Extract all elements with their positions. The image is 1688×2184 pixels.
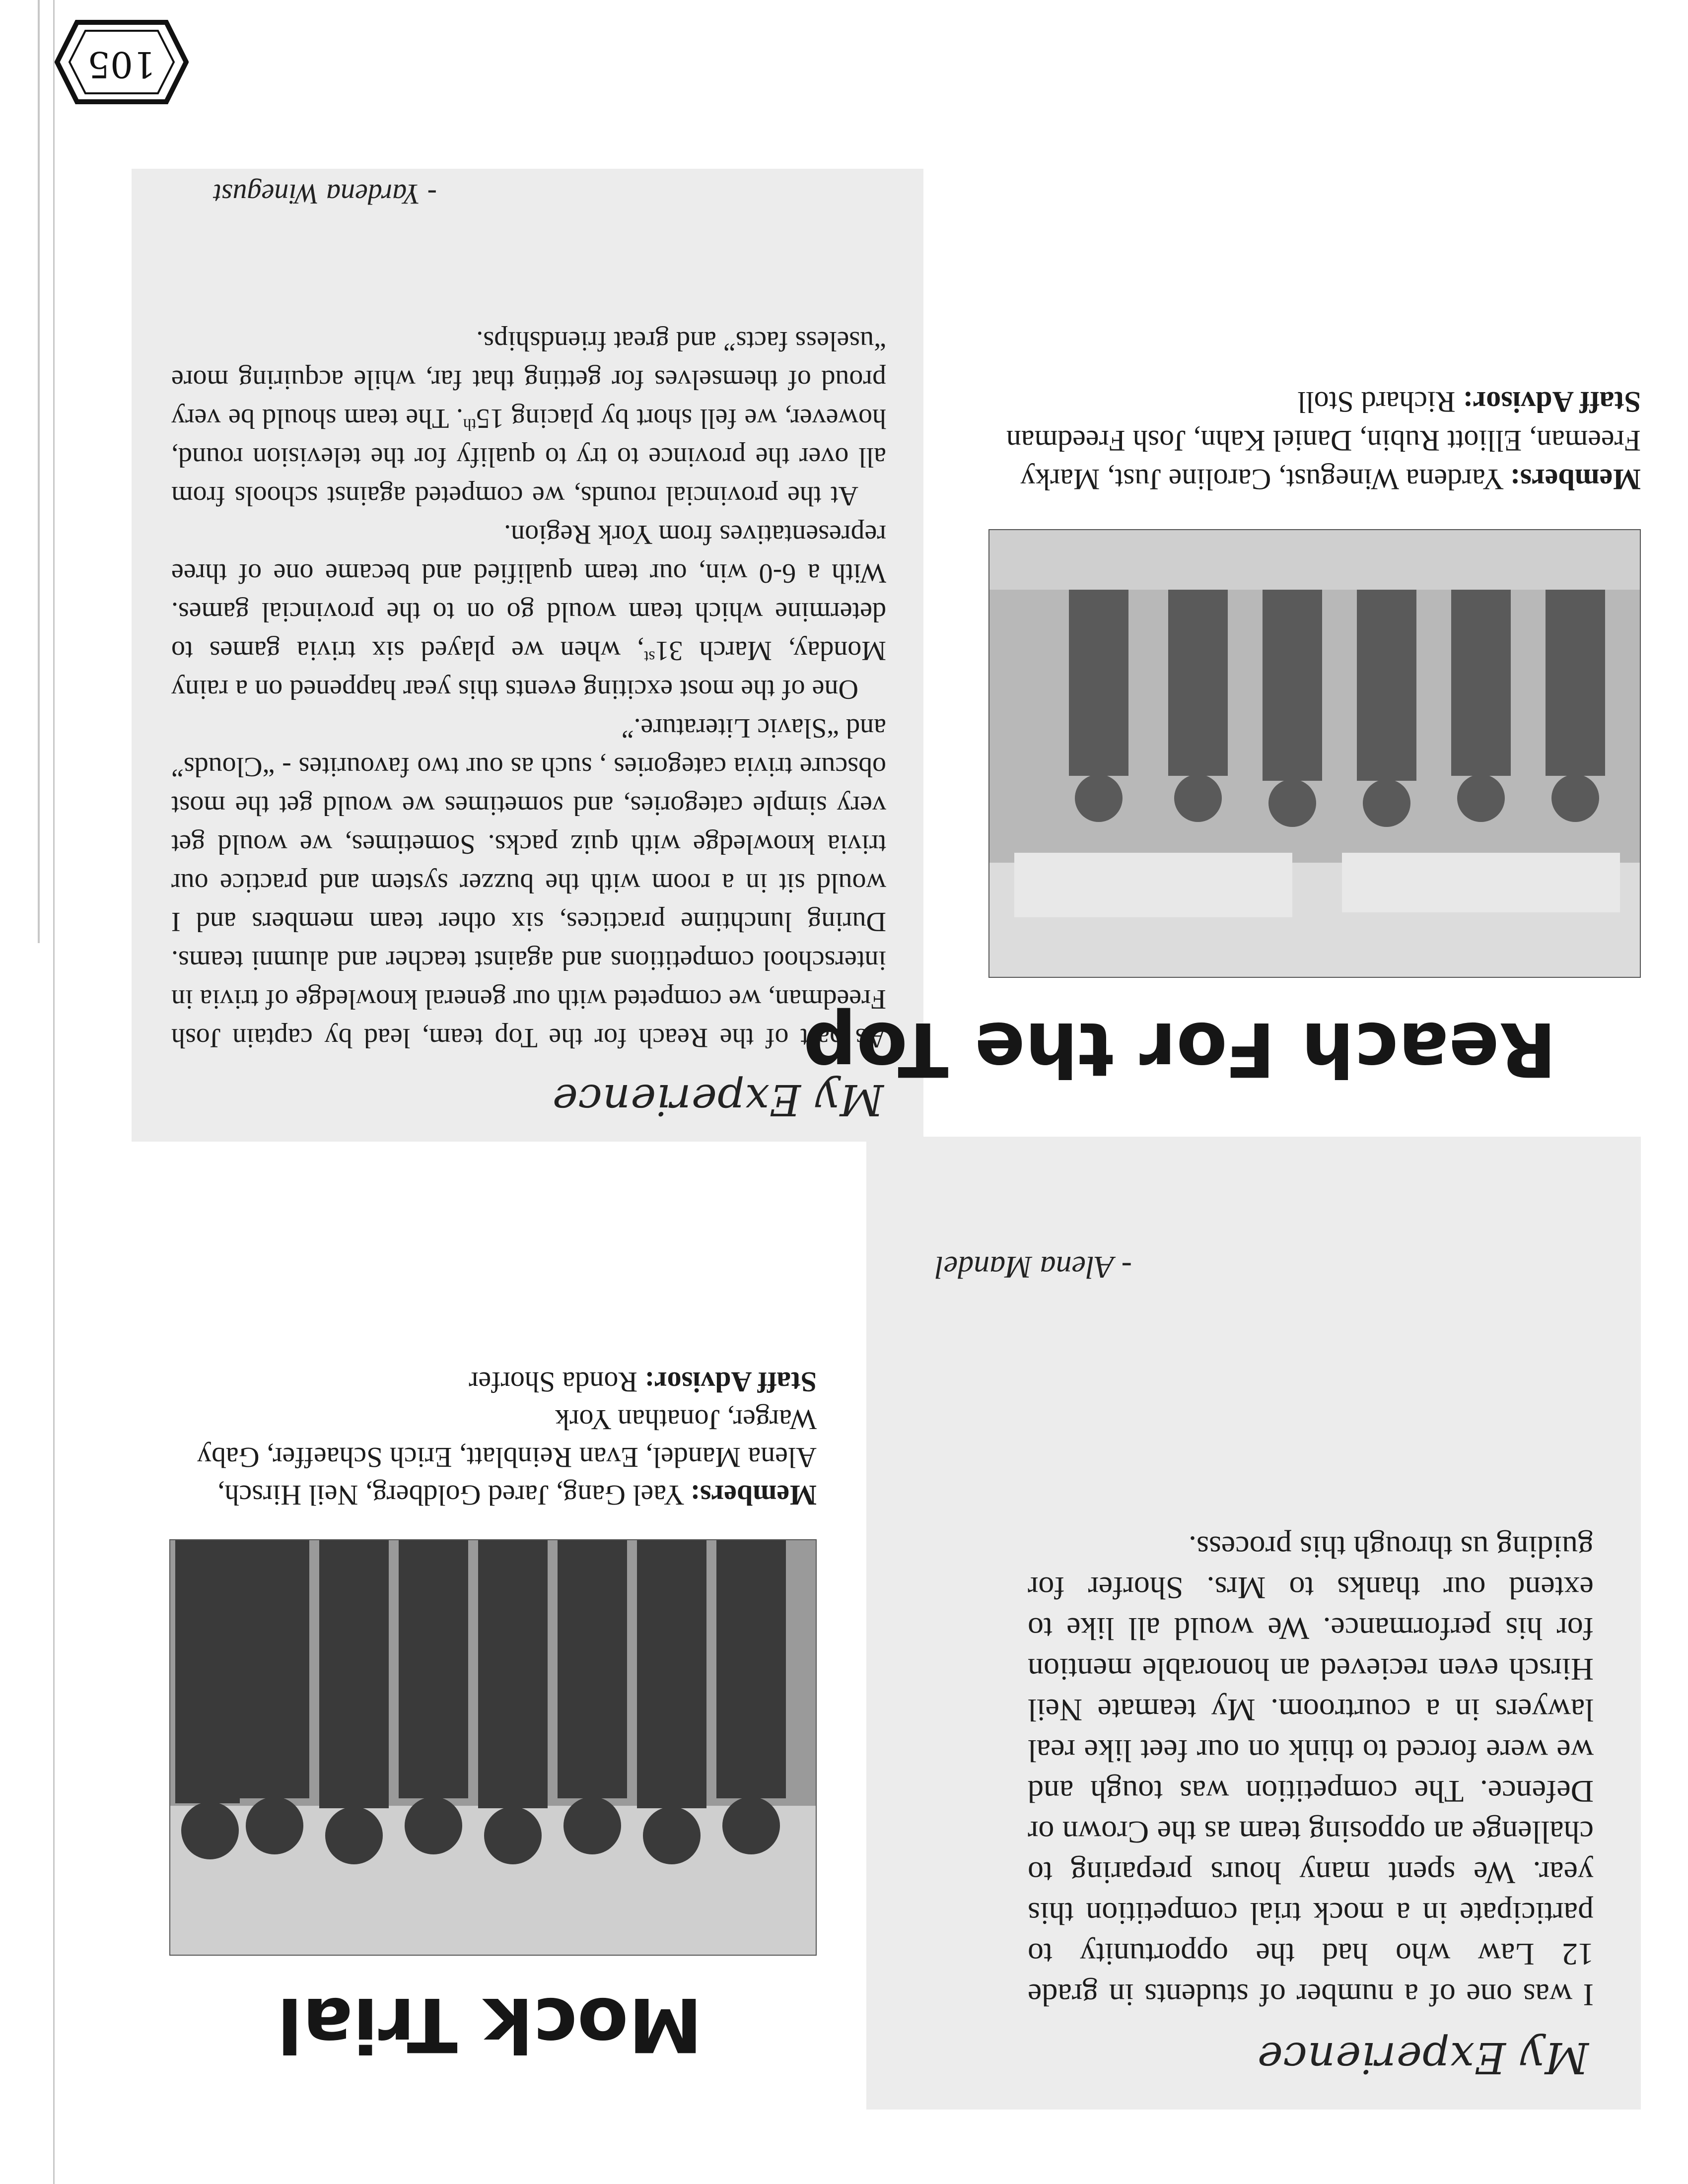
mock-title: Mock Trial <box>277 1981 703 2067</box>
mock-advisor-name: Ronda Shorfer <box>469 1366 638 1398</box>
page-number-badge <box>55 20 189 104</box>
mock-experience-heading: My Experience <box>1257 2033 1589 2082</box>
reach-p2-b: , when we played six trivia games to determine which team would go on to the provincial games. With a 6-0 win, our team qualified and became one of three representatives from York Region. <box>171 519 886 666</box>
reach-experience-body <box>171 322 886 1057</box>
mock-members-list: Yael Gang, Jared Goldberg, Neil Hirsch, Alena Mandel, Evan Reinblatt, Erich Schaeffer, Gaby Warger, Jonathan York <box>197 1404 817 1511</box>
mock-members-line <box>161 1401 817 1514</box>
reach-members-label: Members: <box>1510 463 1641 496</box>
scan-edge-line <box>53 0 55 2184</box>
reach-experience-heading: My Experience <box>552 1075 884 1124</box>
reach-signature: - Yardena Winegust <box>213 178 437 210</box>
mock-signature: - Alena Mandel <box>935 1250 1132 1285</box>
reach-members-list: Yardena Winegust, Caroline Just, Marky Freeman, Elliott Rubin, Daniel Kahn, Josh Freedman <box>1006 424 1641 496</box>
reach-paragraph-1: As part of the Reach for the Top team, lead by captain Josh Freedman, we competed with our general knowledge of trivia in interschool competitions and against teacher and alumni teams. During lunchtime practices, six other team members and I would sit in a room with the buzzer system and practice our trivia knowledge with quiz packs. Sometimes, we would get very simple categories, and sometimes we would get the most obscure trivia categories , such as our two favourites - “Clouds” and “Slavic Literature.” <box>171 713 886 1053</box>
reach-p3-sup: th <box>463 415 476 434</box>
reach-advisor-label: Staff Advisor: <box>1463 386 1641 418</box>
reach-p2-sup: st <box>644 647 655 666</box>
reach-paragraph-3 <box>171 322 886 515</box>
reach-team-info <box>981 383 1641 499</box>
mock-team-photo <box>169 1539 817 1956</box>
mock-team-info <box>161 1363 817 1514</box>
reach-team-photo <box>988 529 1641 978</box>
reach-paragraph-2 <box>171 515 886 709</box>
mock-experience-body: I was one of a number of students in grade 12 Law who had the opportunity to participate in a mock trial competition this year. We spent many hours preparing to challenge an opposing team as the Crown or Defence. The competition was tough and we were forced to think on our feet like real lawyers in a courtroom. My teamate Neil Hirsch even recieved an honorable mention for his performance. We would all like to extend our thanks to Mrs. Shorfer for guiding us through this process. <box>1028 1530 1594 2013</box>
reach-p3-a: At the provincial rounds, we competed against schools from all over the province to try to qualify for the television round, however, we fell short by placing 15 <box>171 403 886 511</box>
reach-photo-scene <box>989 530 1640 977</box>
reach-advisor-name: Richard Stoll <box>1297 386 1456 418</box>
reach-p2-a: One of the most exciting events this year happened on a rainy Monday, March 31 <box>171 635 886 705</box>
mock-advisor-line <box>161 1363 817 1401</box>
reach-title: Reach For the Top <box>803 1006 1556 1092</box>
mock-members-label: Members: <box>690 1479 817 1511</box>
scan-edge-line <box>38 0 40 943</box>
reach-p3-b: . The team should be very proud of themselves for getting that far, while acquiring more “useless facts” and great friendships. <box>171 326 886 434</box>
reach-photo-table <box>1342 853 1620 912</box>
reach-advisor-line <box>981 383 1641 421</box>
mock-advisor-label: Staff Advisor: <box>644 1366 817 1398</box>
page-number: 105 <box>87 44 156 85</box>
reach-photo-table <box>1014 853 1292 917</box>
reach-members-line <box>981 421 1641 499</box>
mock-photo-scene <box>170 1540 816 1955</box>
